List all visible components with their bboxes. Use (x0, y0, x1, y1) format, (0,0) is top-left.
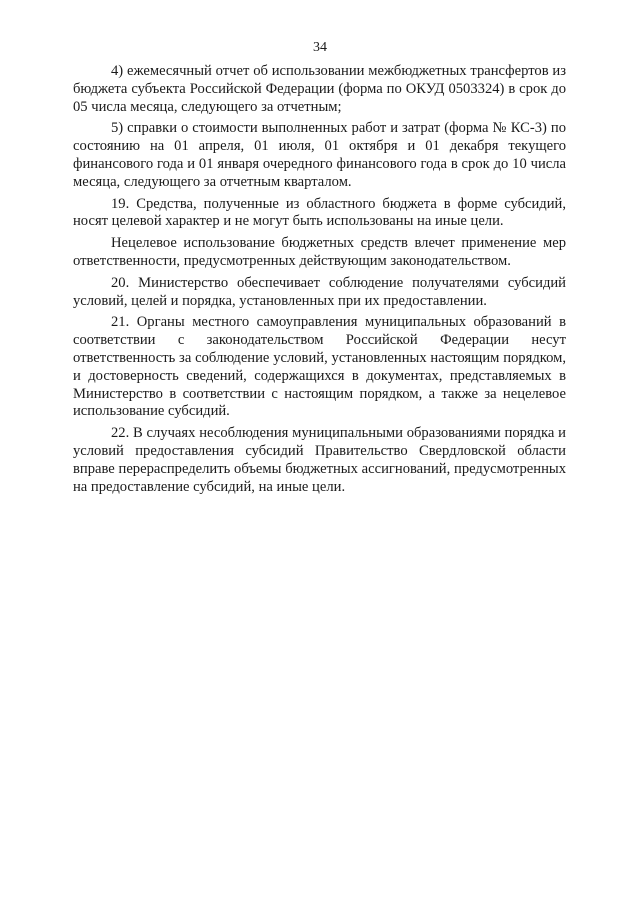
paragraph-item-5-ks3-certificates: 5) справки о стоимости выполненных работ и затрат (форма № КС-3) по состоянию на 01 апреля, 01 июля, 01 октября и 01 декабря текущего финансового года и 01 января очередного финансового года в срок до 10 числа месяца, следующего за отчетным кварталом. (73, 120, 566, 190)
document-body (73, 63, 566, 500)
paragraph-clause-22: 22. В случаях несоблюдения муниципальными образованиями порядка и условий предоставления субсидий Правительство Свердловской области вправе перераспределить объемы бюджетных ассигнований, предусмотренных на предоставление субсидий, на иные цели. (73, 425, 566, 495)
paragraph-item-4-monthly-report: 4) ежемесячный отчет об использовании межбюджетных трансфертов из бюджета субъекта Российской Федерации (форма по ОКУД 0503324) в срок до 05 числа месяца, следующего за отчетным; (73, 63, 566, 115)
page-number: 34 (313, 40, 327, 55)
paragraph-clause-21: 21. Органы местного самоуправления муниципальных образований в соответствии с законодательством Российской Федерации несут ответственность за соблюдение условий, установленных настоящим порядком, и достоверность сведений, содержащихся в документах, представляемых в Министерство в соответствии с настоящим порядком, а также за нецелевое использование субсидий. (73, 314, 566, 420)
paragraph-misuse-liability: Нецелевое использование бюджетных средств влечет применение мер ответственности, предусмотренных действующим законодательством. (73, 235, 566, 269)
paragraph-clause-19: 19. Средства, полученные из областного бюджета в форме субсидий, носят целевой характер и не могут быть использованы на иные цели. (73, 195, 566, 230)
paragraph-clause-20: 20. Министерство обеспечивает соблюдение получателями субсидий условий, целей и порядка, установленных при их предоставлении. (73, 274, 566, 309)
